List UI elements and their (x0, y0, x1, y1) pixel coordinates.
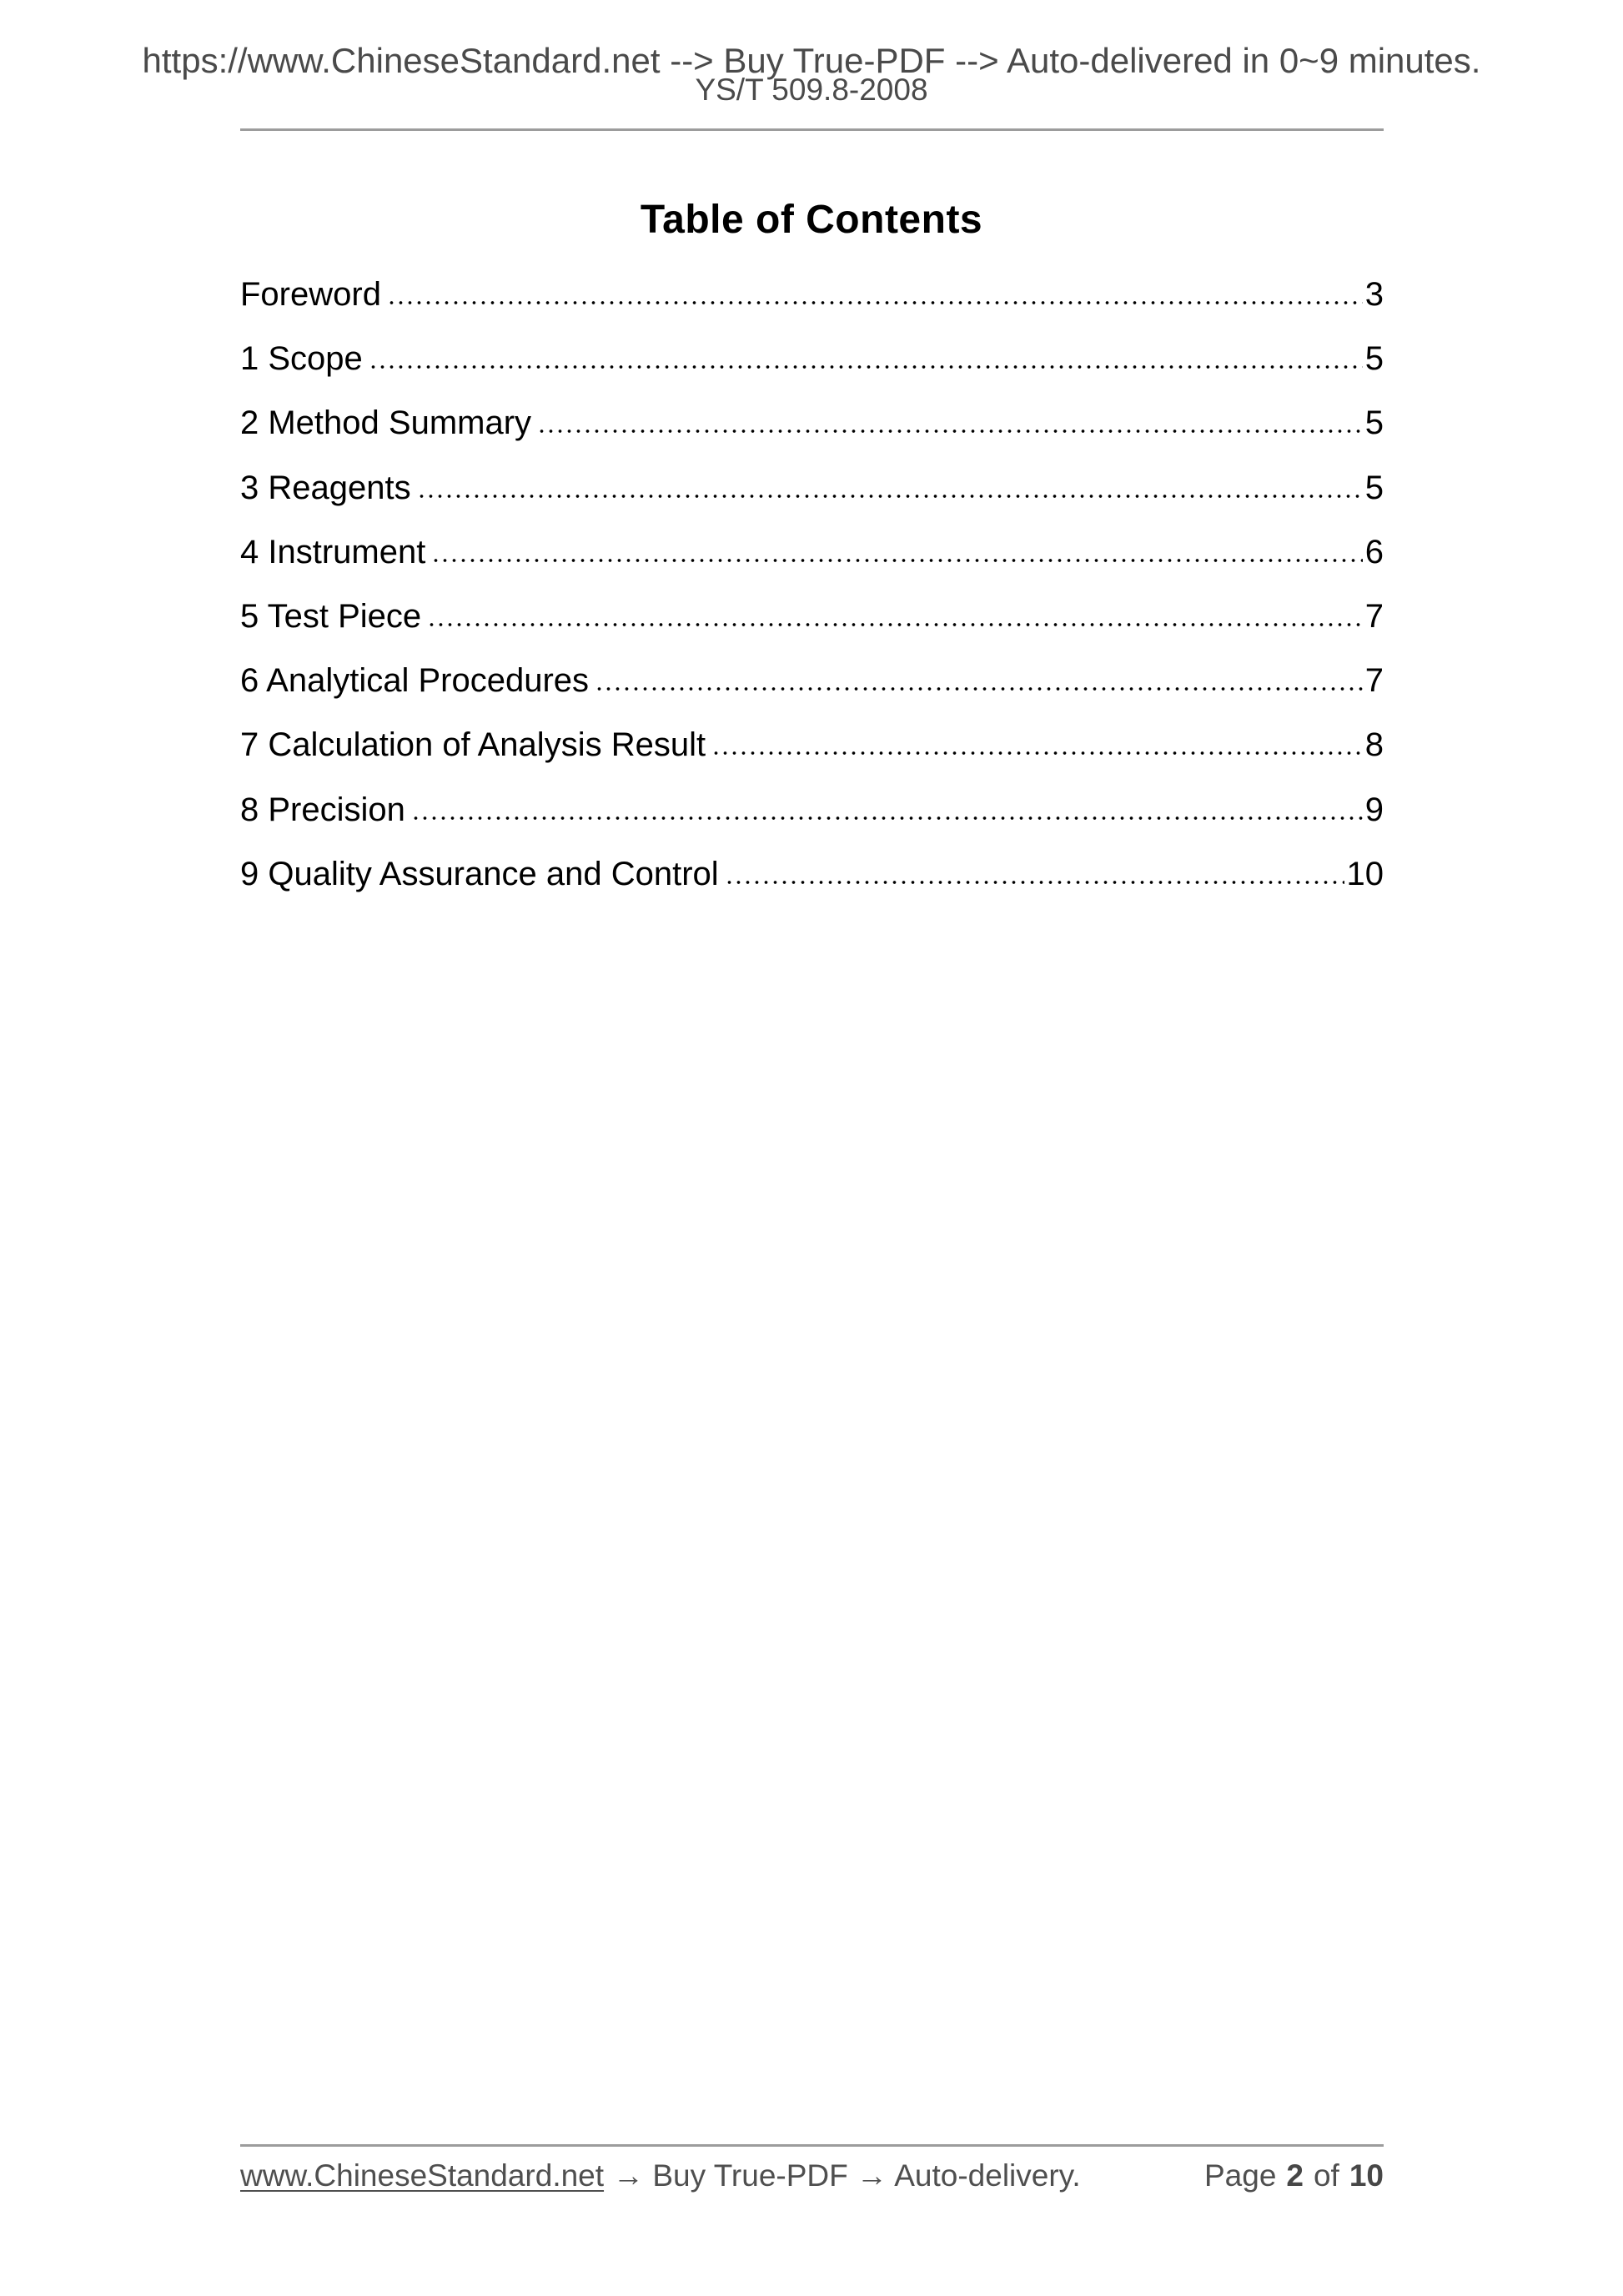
toc-entry-page: 5 (1364, 404, 1384, 442)
toc-entry-page: 7 (1364, 662, 1384, 700)
toc-entry-label: 2 Method Summary (240, 404, 532, 442)
toc-dot-leader (537, 429, 1363, 434)
header-divider (240, 128, 1384, 131)
toc-entry-page: 5 (1364, 340, 1384, 378)
toc-entry-label: 9 Quality Assurance and Control (240, 855, 719, 892)
toc-entry-label: Foreword (240, 276, 381, 313)
toc-entry-page: 6 (1364, 533, 1384, 570)
toc-dot-leader (387, 300, 1363, 305)
toc-dot-leader (427, 622, 1363, 627)
toc-dot-leader (595, 686, 1363, 691)
toc-entry (240, 649, 1384, 713)
footer-tagline: → Buy True-PDF → Auto-delivery. (613, 2158, 1081, 2193)
toc-dot-leader (711, 751, 1363, 756)
table-of-contents (240, 263, 1384, 907)
toc-entry (240, 842, 1384, 907)
toc-dot-leader (369, 364, 1363, 369)
footer-left (240, 2156, 1081, 2196)
page-current: 2 (1286, 2158, 1304, 2193)
header-url-line: https://www.ChineseStandard.net --> Buy True-PDF --> Auto-delivered in 0~9 minutes. (142, 41, 1481, 80)
of-label: of (1313, 2158, 1339, 2193)
toc-entry-page: 8 (1364, 726, 1384, 764)
toc-entry-page: 10 (1346, 855, 1384, 892)
toc-entry-page: 3 (1364, 276, 1384, 313)
toc-entry (240, 778, 1384, 842)
toc-entry-label: 5 Test Piece (240, 597, 422, 635)
toc-entry (240, 391, 1384, 455)
toc-entry-page: 7 (1364, 597, 1384, 635)
toc-entry-page: 9 (1364, 791, 1384, 828)
toc-entry-label: 1 Scope (240, 340, 363, 378)
toc-dot-leader (431, 558, 1362, 563)
toc-entry (240, 263, 1384, 327)
toc-entry-label: 7 Calculation of Analysis Result (240, 726, 706, 764)
toc-entry (240, 520, 1384, 585)
toc-entry (240, 713, 1384, 777)
footer-site-link[interactable]: www.ChineseStandard.net (240, 2158, 605, 2193)
toc-entry-label: 3 Reagents (240, 469, 411, 506)
toc-entry-label: 4 Instrument (240, 533, 426, 570)
toc-entry-label: 8 Precision (240, 791, 405, 828)
toc-entry (240, 585, 1384, 649)
toc-entry (240, 327, 1384, 391)
page-indicator (1204, 2156, 1384, 2196)
footer-divider (240, 2144, 1384, 2147)
toc-dot-leader (417, 494, 1363, 499)
page-label: Page (1203, 2158, 1277, 2193)
toc-entry (240, 456, 1384, 520)
toc-entry-label: 6 Analytical Procedures (240, 662, 590, 700)
page-total: 10 (1349, 2158, 1384, 2193)
page-title: Table of Contents (640, 198, 983, 242)
footer (240, 2156, 1384, 2196)
toc-dot-leader (725, 880, 1344, 885)
toc-dot-leader (411, 816, 1363, 821)
toc-entry-page: 5 (1364, 469, 1384, 506)
document-code: YS/T 509.8-2008 (695, 73, 928, 107)
